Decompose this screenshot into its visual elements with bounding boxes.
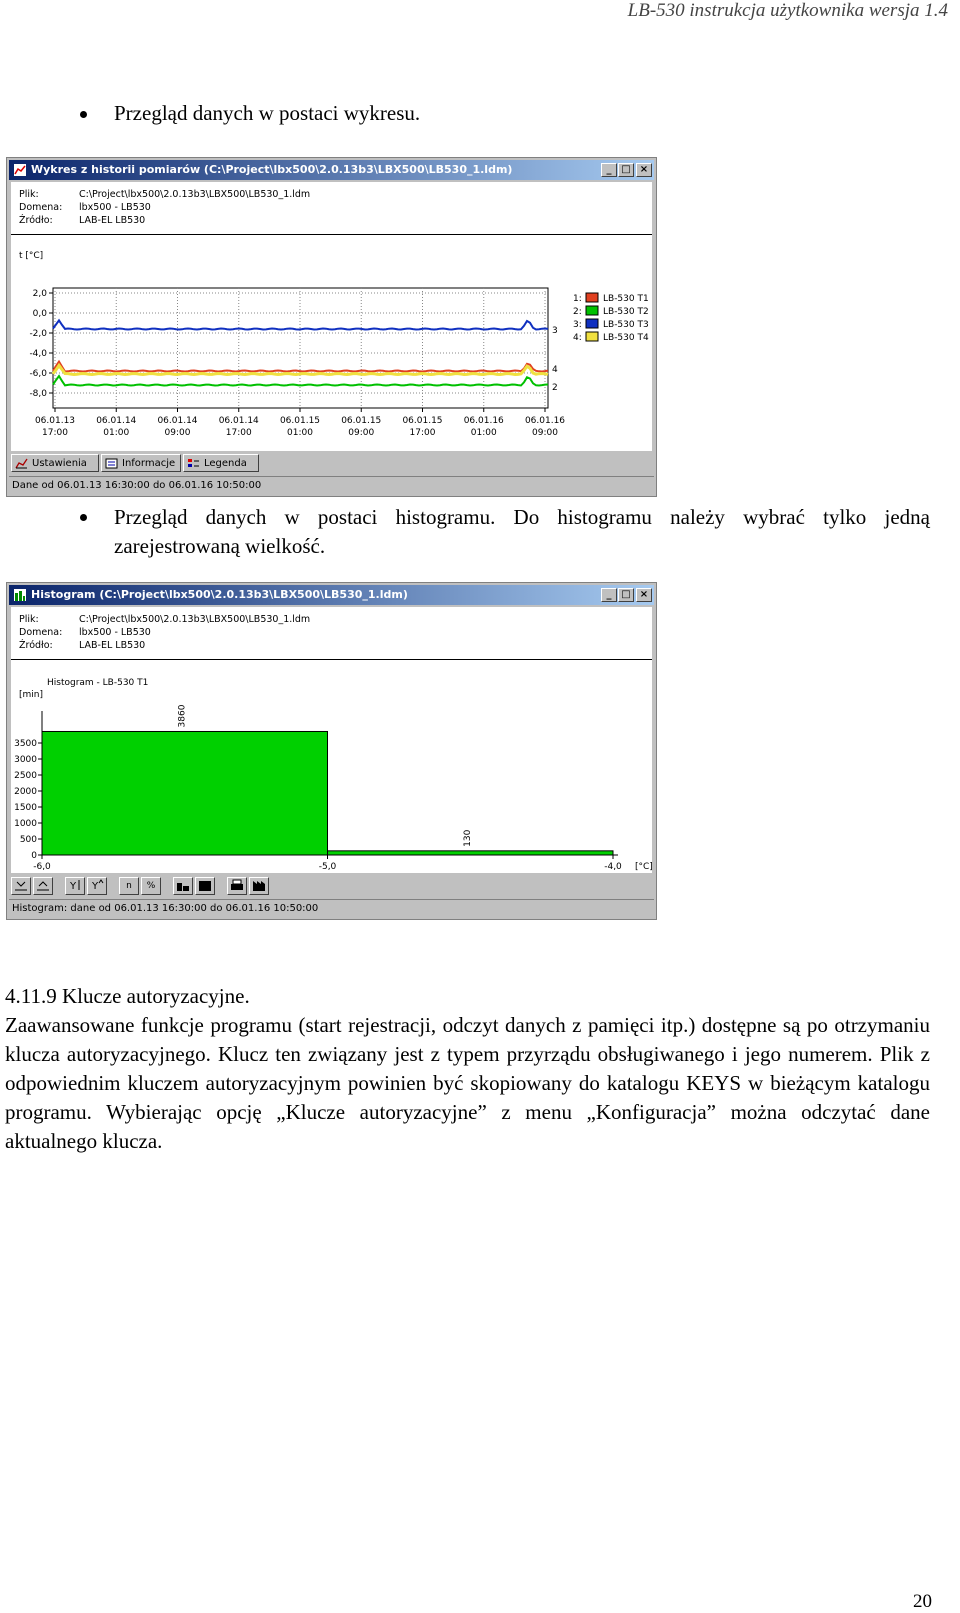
chart-window-titlebar[interactable] bbox=[9, 160, 654, 180]
info-value: LAB-EL LB530 bbox=[79, 640, 146, 651]
x-tick-label: -5,0 bbox=[318, 862, 337, 872]
histogram-window-title: Histogram (C:\Project\lbx500\2.0.13b3\LBX500\LB530_1.ldm) bbox=[31, 588, 408, 601]
y-tick-label: 1500 bbox=[14, 803, 37, 813]
count-mode-button[interactable]: n bbox=[119, 877, 139, 895]
bar-style-button[interactable] bbox=[173, 877, 193, 895]
tab-legend-label: Legenda bbox=[204, 458, 247, 469]
y-tick-label: 2000 bbox=[14, 787, 37, 797]
zoom-x-out-button[interactable] bbox=[33, 877, 53, 895]
legend-label: LB-530 T4 bbox=[603, 333, 649, 343]
info-value: lbx500 - LB530 bbox=[79, 627, 151, 638]
x-tick-label-time: 09:00 bbox=[532, 428, 558, 438]
info-value: LAB-EL LB530 bbox=[79, 215, 146, 226]
info-value: C:\Project\lbx500\2.0.13b3\LBX500\LB530_1.ldm bbox=[79, 189, 311, 200]
legend-swatch bbox=[586, 319, 598, 328]
tab-information[interactable] bbox=[101, 454, 181, 472]
chart-window bbox=[6, 157, 657, 497]
x-tick-label-date: 06.01.14 bbox=[96, 416, 137, 426]
histogram-app-icon bbox=[13, 588, 27, 602]
section-heading: 4.11.9 Klucze autoryzacyjne. bbox=[5, 984, 250, 1008]
chart-file-info bbox=[19, 188, 310, 227]
histogram-bar bbox=[42, 731, 328, 855]
zoom-x-in-button[interactable] bbox=[11, 877, 31, 895]
x-tick-label-date: 06.01.14 bbox=[218, 416, 259, 426]
histogram-client-area bbox=[11, 607, 652, 873]
histogram-chart[interactable] bbox=[11, 661, 654, 873]
legend-swatch bbox=[586, 332, 598, 341]
legend-icon bbox=[187, 458, 200, 469]
bullet-dot bbox=[80, 111, 87, 118]
legend-label: LB-530 T3 bbox=[603, 320, 649, 330]
x-tick-label-date: 06.01.15 bbox=[279, 416, 321, 426]
document-header: LB-530 instrukcja użytkownika wersja 1.4 bbox=[627, 0, 948, 21]
x-tick-label-date: 06.01.15 bbox=[341, 416, 382, 426]
info-separator bbox=[11, 659, 652, 660]
y-tick-label: -4,0 bbox=[29, 349, 47, 359]
y-tick-label: -8,0 bbox=[29, 389, 47, 399]
legend-number: 1: bbox=[573, 294, 582, 304]
page-number: 20 bbox=[913, 1591, 932, 1612]
bar-style-icon bbox=[175, 878, 191, 892]
info-value: C:\Project\lbx500\2.0.13b3\LBX500\LB530_1.ldm bbox=[79, 614, 311, 625]
info-value: lbx500 - LB530 bbox=[79, 202, 151, 213]
histogram-window-titlebar[interactable] bbox=[9, 585, 654, 605]
close-button[interactable]: × bbox=[636, 588, 652, 602]
step-style-button[interactable] bbox=[195, 877, 215, 895]
section-authorization-keys bbox=[5, 982, 930, 1156]
bar-value-label: 130 bbox=[463, 829, 474, 847]
close-button[interactable]: × bbox=[636, 163, 652, 177]
info-key: Źródło: bbox=[19, 640, 53, 651]
y-tick-label: -6,0 bbox=[29, 369, 47, 379]
tab-settings-label: Ustawienia bbox=[32, 458, 87, 469]
legend-swatch bbox=[586, 306, 598, 315]
bar-value-label: 3860 bbox=[177, 704, 188, 728]
print-button[interactable] bbox=[227, 877, 247, 895]
legend-number: 3: bbox=[573, 320, 582, 330]
line-chart[interactable] bbox=[11, 238, 654, 448]
chart-app-icon bbox=[13, 163, 27, 177]
maximize-button[interactable]: □ bbox=[618, 588, 634, 602]
x-tick-label-date: 06.01.16 bbox=[524, 416, 566, 426]
zoom-x-in-icon bbox=[13, 878, 29, 892]
section-body: Zaawansowane funkcje programu (start rejestracji, odczyt danych z pamięci itp.) dostępne są po otrzymaniu klucza autoryzacyjnego. Klucz ten związany jest z typem przyrządu obsługiwanego i jego numerem. Plik z odpowiednim kluczem autoryzacyjnym powinien być skopiowany do katalogu KEYS w bieżącym katalogu programu. Wybierając opcję „Klucze autoryzacyjne” z menu „Konfiguracja” można odczytać dane aktualnego klucza. bbox=[5, 1013, 930, 1153]
y-tick-label: 1000 bbox=[14, 819, 37, 829]
histogram-toolbar bbox=[9, 874, 654, 896]
svg-text:Y: Y bbox=[92, 881, 99, 892]
x-tick-label-time: 17:00 bbox=[42, 428, 68, 438]
chart-tabs bbox=[9, 452, 654, 474]
x-tick-label-date: 06.01.15 bbox=[402, 416, 443, 426]
x-tick-label-time: 17:00 bbox=[409, 428, 436, 438]
histogram-file-info bbox=[19, 613, 310, 652]
y-tick-label: 3500 bbox=[14, 739, 37, 749]
legend-label: LB-530 T1 bbox=[603, 294, 649, 304]
minimize-button[interactable]: _ bbox=[601, 588, 617, 602]
tab-legend[interactable] bbox=[183, 454, 259, 472]
bullet-histogram-text: Przegląd danych w postaci histogramu. Do histogramu należy wybrać tylko jedną zarejestrowaną wielkość. bbox=[114, 505, 930, 558]
maximize-button[interactable]: □ bbox=[618, 163, 634, 177]
legend-number: 4: bbox=[573, 333, 582, 343]
histogram-title: Histogram - LB-530 T1 bbox=[47, 678, 149, 688]
y-tick-label: 3000 bbox=[14, 755, 37, 765]
y-tick-label: -2,0 bbox=[29, 329, 47, 339]
info-key: Domena: bbox=[19, 627, 63, 638]
tab-information-label: Informacje bbox=[122, 458, 176, 469]
y-tick-label: 0,0 bbox=[32, 309, 47, 319]
series-end-label: 3 bbox=[552, 326, 558, 336]
x-tick-label-date: 06.01.16 bbox=[463, 416, 504, 426]
legend-label: LB-530 T2 bbox=[603, 307, 649, 317]
bullet-chart-text: Przegląd danych w postaci wykresu. bbox=[114, 101, 421, 125]
x-tick-label-time: 09:00 bbox=[164, 428, 191, 438]
bullet-histogram bbox=[80, 503, 930, 561]
zoom-y-out-button[interactable] bbox=[87, 877, 107, 895]
x-tick-label-time: 01:00 bbox=[103, 428, 130, 438]
histogram-bar bbox=[328, 851, 614, 855]
print-icon bbox=[229, 878, 245, 892]
x-axis-unit: [°C] bbox=[635, 862, 653, 872]
chart-status-bar: Dane od 06.01.13 16:30:00 do 06.01.16 10:50:00 bbox=[9, 476, 654, 495]
zoom-y-out-icon bbox=[89, 878, 105, 892]
y-axis-label: t [°C] bbox=[19, 251, 44, 261]
settings-icon bbox=[15, 458, 28, 469]
x-tick-label: -6,0 bbox=[33, 862, 51, 872]
histogram-status-bar: Histogram: dane od 06.01.13 16:30:00 do 06.01.16 10:50:00 bbox=[9, 899, 654, 918]
export-button[interactable] bbox=[249, 877, 269, 895]
step-style-icon bbox=[197, 878, 213, 892]
legend-swatch bbox=[586, 293, 598, 302]
minimize-button[interactable]: _ bbox=[601, 163, 617, 177]
series-end-label: 4 bbox=[552, 365, 558, 375]
info-key: Plik: bbox=[19, 614, 39, 625]
x-tick-label-time: 17:00 bbox=[225, 428, 252, 438]
percent-mode-button[interactable]: % bbox=[141, 877, 161, 895]
tab-settings[interactable] bbox=[11, 454, 99, 472]
y-axis-label: [min] bbox=[19, 690, 43, 700]
x-tick-label: -4,0 bbox=[604, 862, 622, 872]
x-tick-label-time: 01:00 bbox=[287, 428, 313, 438]
y-tick-label: 2500 bbox=[14, 771, 37, 781]
legend-number: 2: bbox=[573, 307, 582, 317]
chart-client-area bbox=[11, 182, 652, 451]
zoom-x-out-icon bbox=[35, 878, 51, 892]
y-tick-label: 500 bbox=[19, 835, 37, 845]
series-end-label: 2 bbox=[552, 383, 558, 393]
svg-text:Y: Y bbox=[70, 881, 77, 892]
zoom-y-in-icon bbox=[67, 878, 83, 892]
x-tick-label-time: 01:00 bbox=[470, 428, 497, 438]
info-key: Domena: bbox=[19, 202, 63, 213]
bullet-dot bbox=[80, 514, 87, 521]
export-icon bbox=[251, 878, 267, 892]
x-tick-label-time: 09:00 bbox=[348, 428, 375, 438]
info-key: Źródło: bbox=[19, 215, 53, 226]
x-tick-label-date: 06.01.14 bbox=[157, 416, 198, 426]
x-tick-label-date: 06.01.13 bbox=[34, 416, 76, 426]
y-tick-label: 0 bbox=[31, 851, 37, 861]
y-tick-label: 2,0 bbox=[32, 289, 47, 299]
zoom-y-in-button[interactable] bbox=[65, 877, 85, 895]
chart-window-title: Wykres z historii pomiarów (C:\Project\lbx500\2.0.13b3\LBX500\LB530_1.ldm) bbox=[31, 163, 513, 176]
info-separator bbox=[11, 234, 652, 235]
info-key: Plik: bbox=[19, 189, 39, 200]
histogram-window bbox=[6, 582, 657, 920]
information-icon bbox=[105, 458, 118, 469]
